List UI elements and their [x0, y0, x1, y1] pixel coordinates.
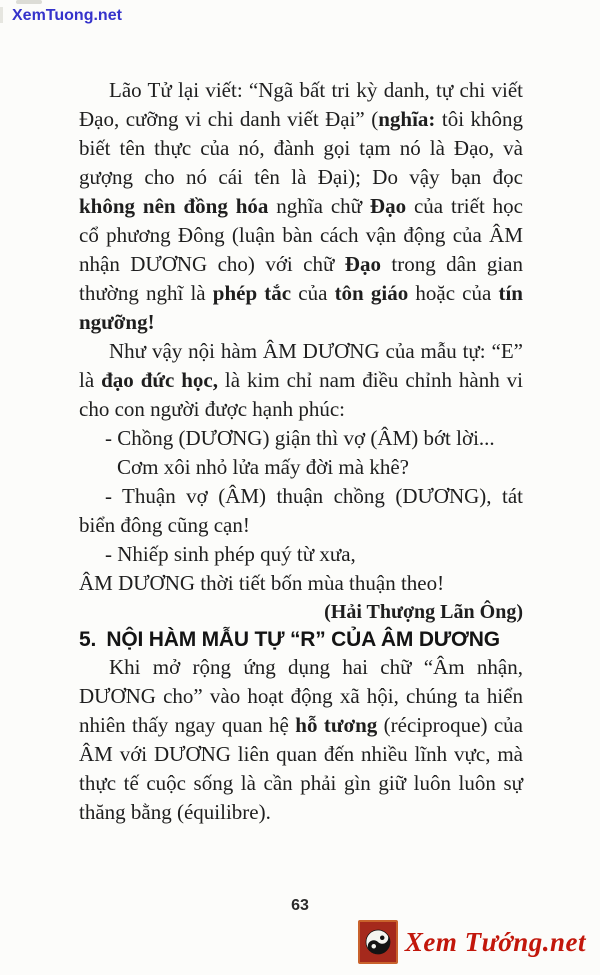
paragraph: ÂM DƯƠNG thời tiết bốn mùa thuận theo! — [79, 571, 445, 595]
paragraph: - Thuận vợ (ÂM) thuận chồng (DƯƠNG), tát biển đông cũng cạn! — [79, 484, 523, 537]
scan-artifact — [0, 7, 3, 23]
paragraph: Cơm xôi nhỏ lửa mấy đời mà khê? — [117, 455, 409, 479]
page-content — [79, 76, 523, 827]
site-watermark-link[interactable]: XemTuong.net — [12, 7, 122, 24]
logo-wordmark: Xem Tướng.net — [404, 926, 586, 957]
logo-frame — [358, 920, 398, 964]
page-number: 63 — [291, 897, 309, 914]
paragraph: - Chồng (DƯƠNG) giận thì vợ (ÂM) bớt lời... — [105, 426, 495, 450]
scan-artifact — [16, 0, 42, 4]
yin-yang-icon — [363, 927, 393, 957]
paragraph: (Hải Thượng Lãn Ông) — [324, 601, 523, 623]
paragraph: - Nhiếp sinh phép quý từ xưa, — [105, 542, 356, 566]
paragraph: Khi mở rộng ứng dụng hai chữ “Âm nhận, DƯƠNG cho” vào hoạt động xã hội, chúng ta hiển nhiên thấy ngay quan hệ hỗ tương (réciproque) của ÂM với DƯƠNG liên quan đến nhiều lĩnh vực, mà thực tế cuộc sống là cần phải gìn giữ luôn luôn sự thăng bằng (équilibre). — [79, 655, 523, 824]
publisher-logo — [358, 920, 586, 964]
paragraph: Lão Tử lại viết: “Ngã bất tri kỳ danh, tự chi viết Đạo, cưỡng vi chi danh viết Đại” (nghĩa: tôi không biết tên thực của nó, đành gọi tạm nó là Đạo, và gượng cho nó cái tên là Đại); Do vậy bạn đọc không nên đồng hóa nghĩa chữ Đạo của triết học cổ phương Đông (luận bàn cách vận động của ÂM nhận DƯƠNG cho) với chữ Đạo trong dân gian thường nghĩ là phép tắc của tôn giáo hoặc của tín ngưỡng! — [79, 78, 524, 334]
paragraph: Như vậy nội hàm ÂM DƯƠNG của mẫu tự: “E” là đạo đức học, là kim chỉ nam điều chỉnh hành vi cho con người được hạnh phúc: — [79, 339, 524, 421]
section-heading: 5. NỘI HÀM MẪU TỰ “R” CỦA ÂM DƯƠNG — [79, 628, 500, 651]
